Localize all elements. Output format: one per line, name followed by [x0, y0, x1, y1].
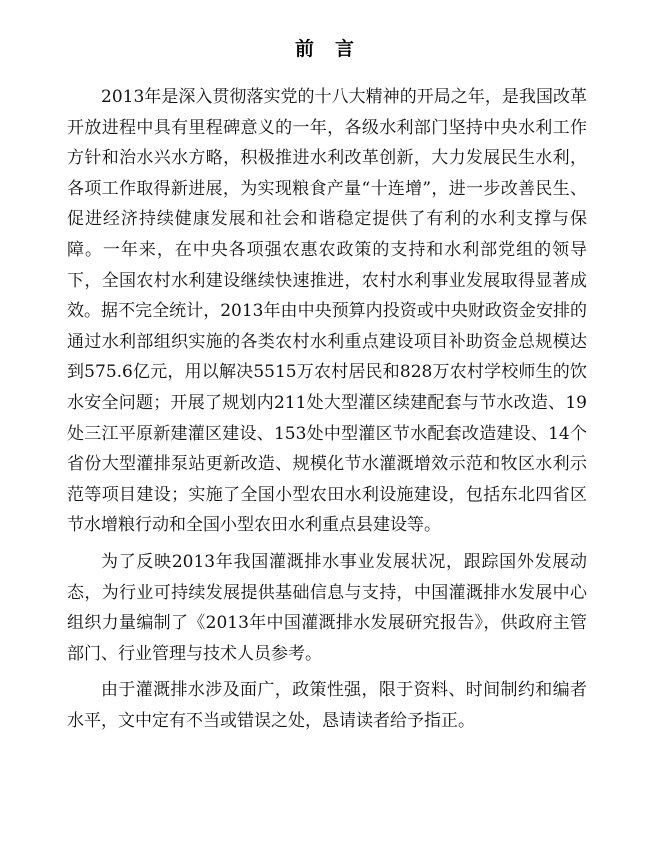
paragraph-1: 2013年是深入贯彻落实党的十八大精神的开局之年，是我国改革开放进程中具有里程碑意义的一年，各级水利部门坚持中央水利工作方针和治水兴水方略，积极推进水利改革创新，大力发展民生水利，各项工作取得新进展，为实现粮食产量“十连增”，进一步改善民生、促进经济持续健康发展和社会和谐稳定提供了有利的水利支撑与保障。一年来，在中央各项强农惠农政策的支持和水利部党组的领导下，全国农村水利建设继续快速推进，农村水利事业发展取得显著成效。据不完全统计，2013年由中央预算内投资或中央财政资金安排的通过水利部组织实施的各类农村水利重点建设项目补助资金总规模达到575.6亿元，用以解决5515万农村居民和828万农村学校师生的饮水安全问题；开展了规划内211处大型灌区续建配套与节水改造、19处三江平原新建灌区建设、153处中型灌区节水配套改造建设、14个省份大型灌排泵站更新改造、规模化节水灌溉增效示范和牧区水利示范等项目建设；实施了全国小型农田水利设施建设，包括东北四省区节水增粮行动和全国小型农田水利重点县建设等。 [67, 87, 587, 536]
paragraph-3: 由于灌溉排水涉及面广，政策性强，限于资料、时间制约和编者水平，文中定有不当或错误之处，恳请读者给予指正。 [67, 680, 587, 731]
preface-body [67, 82, 587, 736]
page-title: 前 言 [294, 38, 355, 60]
paragraph-2: 为了反映2013年我国灌溉排水事业发展状况，跟踪国外发展动态，为行业可持续发展提供基础信息与支持，中国灌溉排水发展中心组织力量编制了《2013年中国灌溉排水发展研究报告》，供政府主管部门、行业管理与技术人员参考。 [67, 551, 587, 664]
